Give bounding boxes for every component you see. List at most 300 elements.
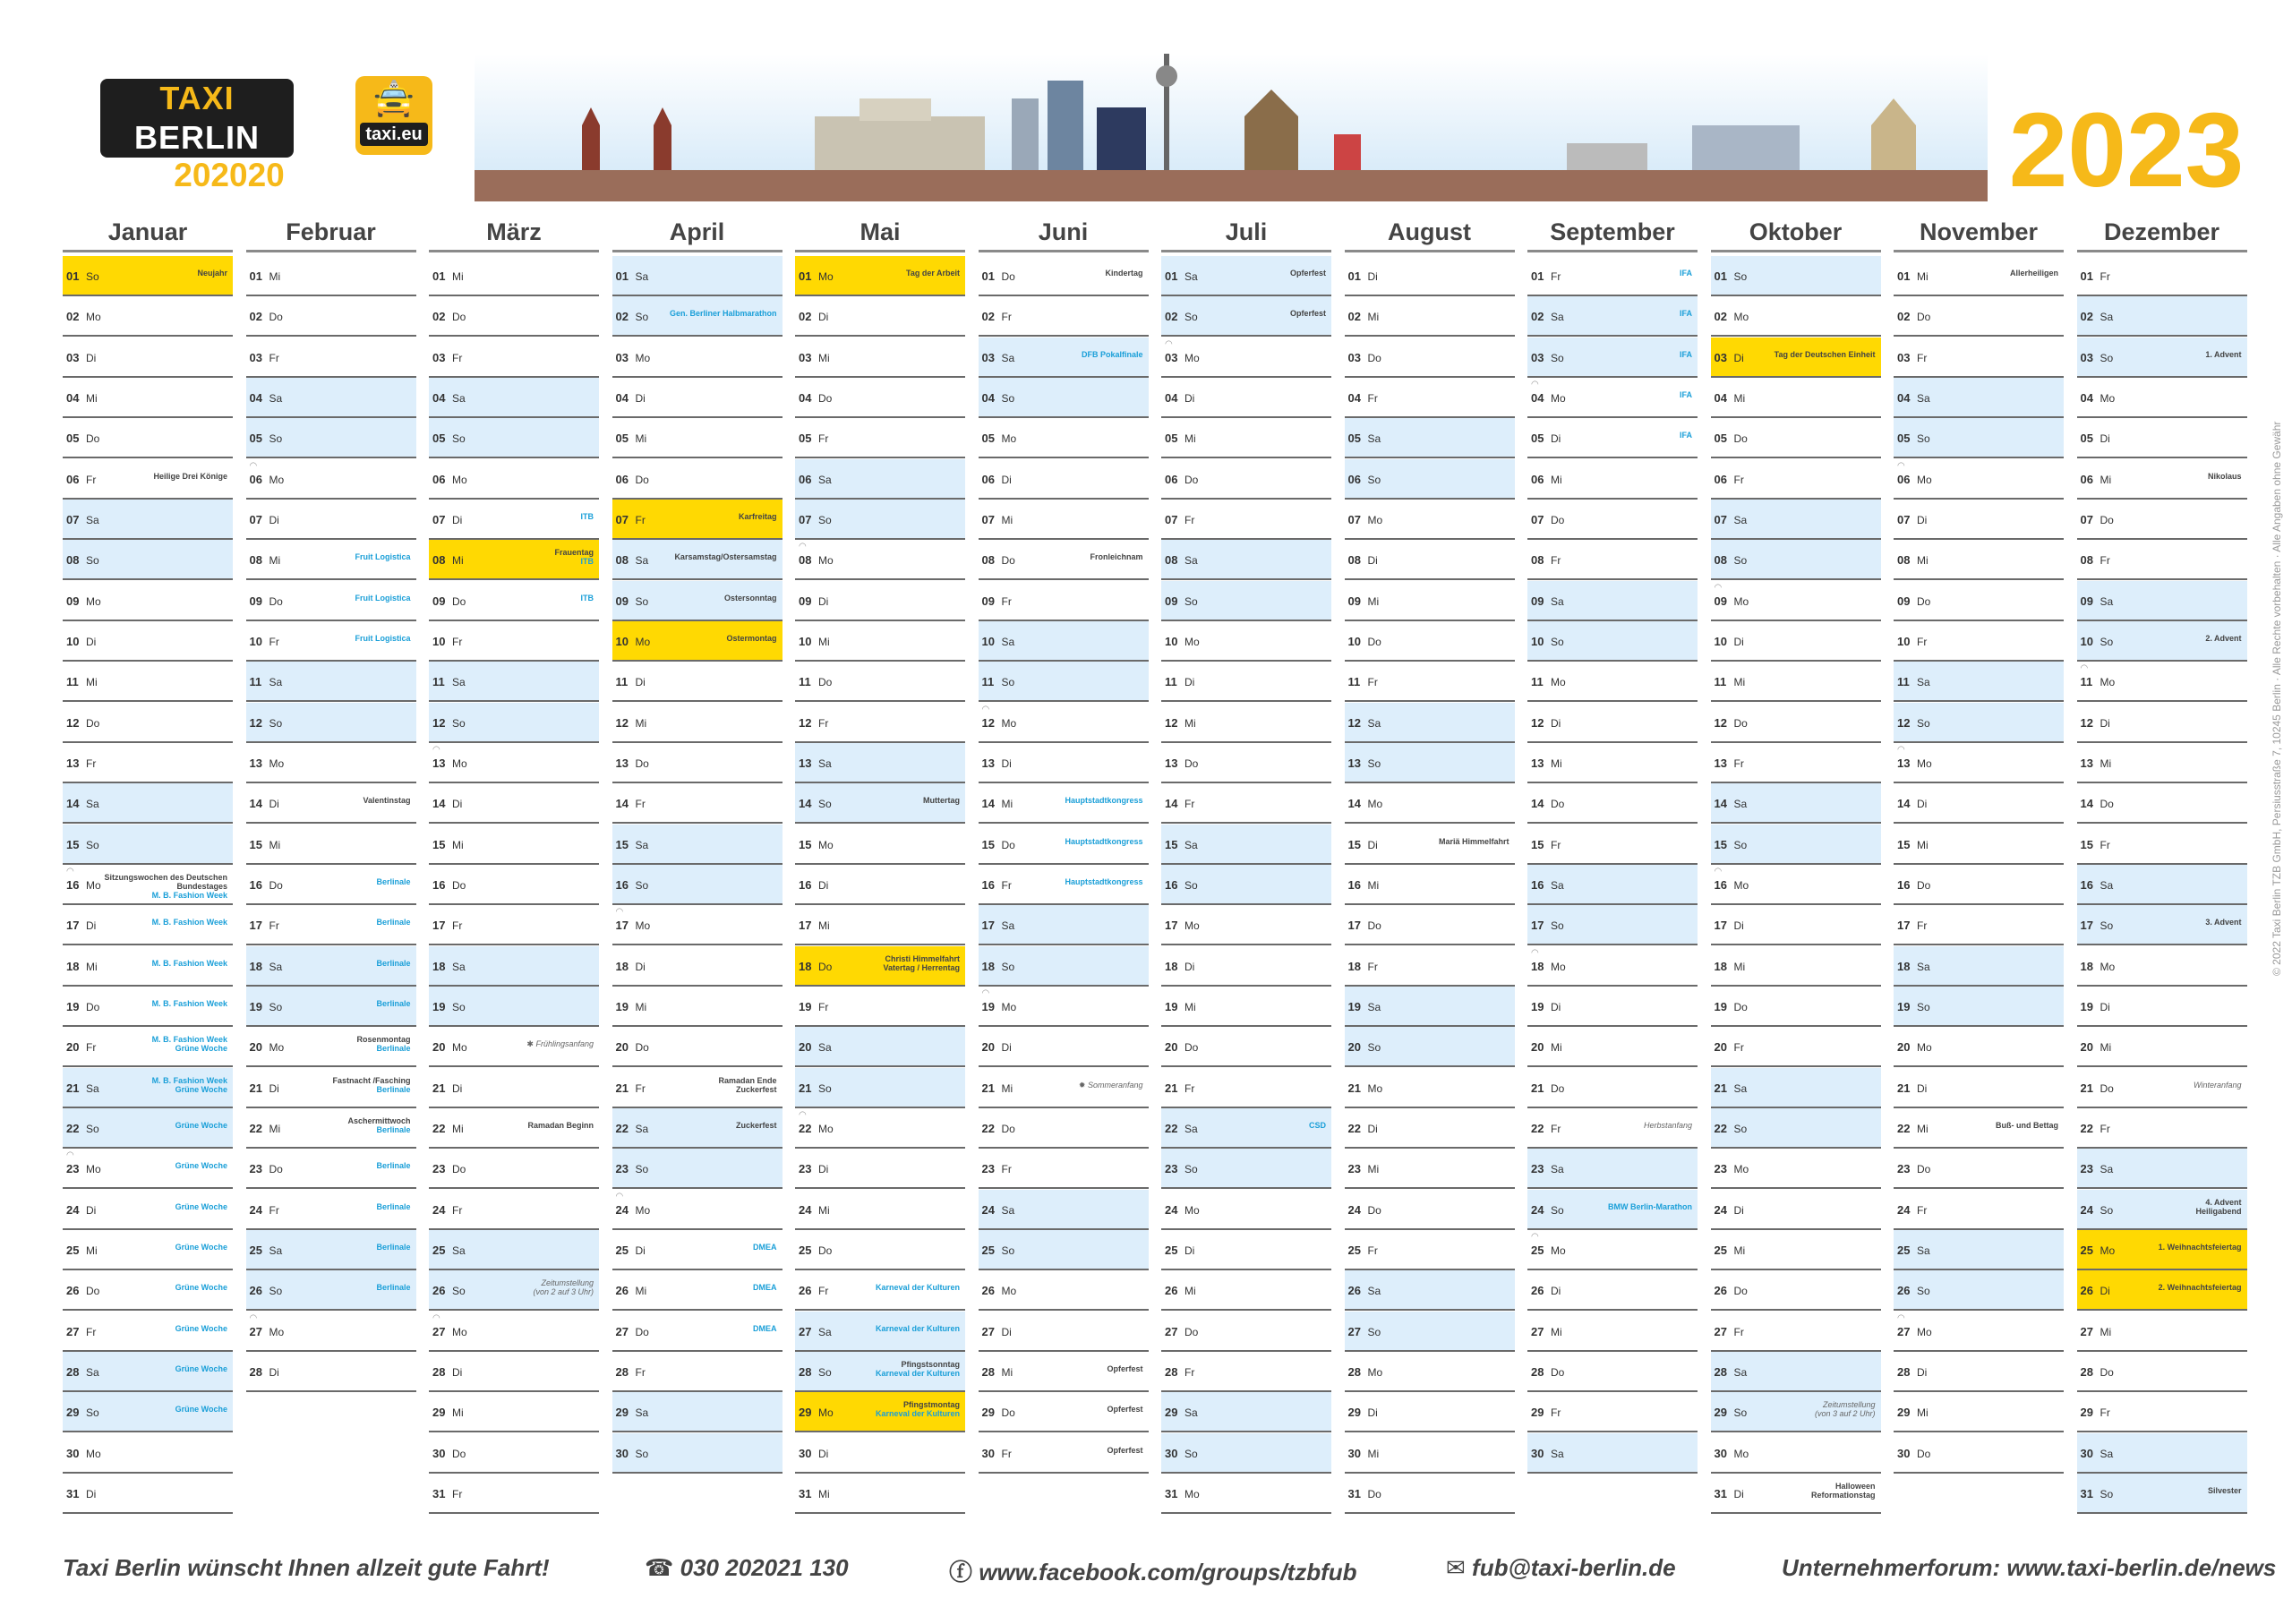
day-cell[interactable] [979, 1149, 1149, 1189]
day-cell[interactable] [795, 500, 965, 540]
day-cell[interactable] [246, 296, 416, 337]
day-cell[interactable] [979, 743, 1149, 783]
day-cell[interactable] [429, 1190, 599, 1230]
day-cell[interactable] [1894, 1392, 2064, 1432]
day-cell[interactable] [1527, 459, 1698, 500]
day-cell[interactable] [1894, 1312, 2064, 1352]
day-cell[interactable] [1161, 338, 1331, 378]
day-cell[interactable] [1345, 1312, 1515, 1352]
day-cell[interactable] [1711, 500, 1881, 540]
day-cell[interactable] [1345, 703, 1515, 743]
day-cell[interactable] [429, 946, 599, 987]
day-cell[interactable] [429, 743, 599, 783]
day-cell[interactable] [979, 946, 1149, 987]
day-cell[interactable] [795, 1190, 965, 1230]
day-cell[interactable] [1527, 865, 1698, 905]
day-cell[interactable] [429, 1108, 599, 1149]
day-cell[interactable] [1894, 1433, 2064, 1474]
day-cell[interactable] [1161, 540, 1331, 580]
day-cell[interactable] [63, 662, 233, 702]
day-cell[interactable] [612, 1108, 783, 1149]
day-cell[interactable] [795, 1352, 965, 1392]
day-cell[interactable] [1711, 946, 1881, 987]
day-cell[interactable] [1894, 256, 2064, 296]
day-cell[interactable] [795, 1270, 965, 1311]
day-cell[interactable] [1161, 1190, 1331, 1230]
day-cell[interactable] [1161, 1312, 1331, 1352]
day-cell[interactable] [1527, 378, 1698, 418]
day-cell[interactable] [979, 1190, 1149, 1230]
day-cell[interactable] [1894, 703, 2064, 743]
day-cell[interactable] [1527, 621, 1698, 662]
day-cell[interactable] [1711, 825, 1881, 865]
day-cell[interactable] [1345, 378, 1515, 418]
day-cell[interactable] [2077, 256, 2247, 296]
day-cell[interactable] [63, 865, 233, 905]
day-cell[interactable] [1894, 743, 2064, 783]
day-cell[interactable] [63, 621, 233, 662]
day-cell[interactable] [795, 1433, 965, 1474]
day-cell[interactable] [1345, 256, 1515, 296]
day-cell[interactable] [246, 1352, 416, 1392]
day-cell[interactable] [429, 1352, 599, 1392]
day-cell[interactable] [795, 1312, 965, 1352]
day-cell[interactable] [246, 783, 416, 824]
day-cell[interactable] [429, 825, 599, 865]
day-cell[interactable] [795, 1068, 965, 1108]
day-cell[interactable] [63, 1190, 233, 1230]
day-cell[interactable] [795, 338, 965, 378]
day-cell[interactable] [1345, 1474, 1515, 1514]
day-cell[interactable] [1161, 703, 1331, 743]
day-cell[interactable] [63, 296, 233, 337]
day-cell[interactable] [795, 581, 965, 621]
day-cell[interactable] [63, 500, 233, 540]
day-cell[interactable] [1345, 1027, 1515, 1067]
day-cell[interactable] [979, 459, 1149, 500]
day-cell[interactable] [2077, 500, 2247, 540]
day-cell[interactable] [1894, 500, 2064, 540]
day-cell[interactable] [612, 865, 783, 905]
day-cell[interactable] [1161, 783, 1331, 824]
day-cell[interactable] [246, 418, 416, 458]
day-cell[interactable] [2077, 1474, 2247, 1514]
day-cell[interactable] [979, 865, 1149, 905]
day-cell[interactable] [612, 946, 783, 987]
day-cell[interactable] [2077, 1270, 2247, 1311]
day-cell[interactable] [1711, 1270, 1881, 1311]
day-cell[interactable] [2077, 1392, 2247, 1432]
day-cell[interactable] [246, 1190, 416, 1230]
day-cell[interactable] [1711, 662, 1881, 702]
day-cell[interactable] [1345, 1392, 1515, 1432]
day-cell[interactable] [429, 338, 599, 378]
day-cell[interactable] [429, 1270, 599, 1311]
day-cell[interactable] [429, 296, 599, 337]
day-cell[interactable] [246, 338, 416, 378]
day-cell[interactable] [246, 1108, 416, 1149]
day-cell[interactable] [1711, 338, 1881, 378]
day-cell[interactable] [795, 540, 965, 580]
day-cell[interactable] [2077, 1027, 2247, 1067]
day-cell[interactable] [1161, 296, 1331, 337]
day-cell[interactable] [1161, 418, 1331, 458]
day-cell[interactable] [429, 1027, 599, 1067]
day-cell[interactable] [1345, 783, 1515, 824]
day-cell[interactable] [1527, 338, 1698, 378]
day-cell[interactable] [63, 946, 233, 987]
day-cell[interactable] [246, 256, 416, 296]
day-cell[interactable] [63, 256, 233, 296]
day-cell[interactable] [1527, 662, 1698, 702]
day-cell[interactable] [795, 987, 965, 1027]
day-cell[interactable] [2077, 1433, 2247, 1474]
taxi-eu-logo[interactable] [355, 76, 432, 155]
day-cell[interactable] [795, 703, 965, 743]
day-cell[interactable] [795, 1149, 965, 1189]
day-cell[interactable] [1894, 540, 2064, 580]
day-cell[interactable] [2077, 296, 2247, 337]
day-cell[interactable] [979, 905, 1149, 945]
day-cell[interactable] [1527, 540, 1698, 580]
day-cell[interactable] [429, 1230, 599, 1270]
day-cell[interactable] [2077, 418, 2247, 458]
day-cell[interactable] [612, 296, 783, 337]
day-cell[interactable] [1345, 1433, 1515, 1474]
day-cell[interactable] [979, 1312, 1149, 1352]
day-cell[interactable] [1345, 1149, 1515, 1189]
day-cell[interactable] [2077, 1230, 2247, 1270]
day-cell[interactable] [612, 418, 783, 458]
day-cell[interactable] [795, 1230, 965, 1270]
day-cell[interactable] [63, 825, 233, 865]
day-cell[interactable] [795, 1027, 965, 1067]
facebook-link[interactable] [949, 1554, 1357, 1587]
day-cell[interactable] [2077, 905, 2247, 945]
day-cell[interactable] [429, 418, 599, 458]
day-cell[interactable] [429, 256, 599, 296]
day-cell[interactable] [1711, 581, 1881, 621]
day-cell[interactable] [246, 378, 416, 418]
day-cell[interactable] [1161, 459, 1331, 500]
day-cell[interactable] [429, 703, 599, 743]
day-cell[interactable] [979, 378, 1149, 418]
day-cell[interactable] [1527, 987, 1698, 1027]
day-cell[interactable] [1345, 418, 1515, 458]
day-cell[interactable] [1894, 338, 2064, 378]
day-cell[interactable] [63, 418, 233, 458]
day-cell[interactable] [2077, 1149, 2247, 1189]
day-cell[interactable] [979, 581, 1149, 621]
day-cell[interactable] [1894, 1190, 2064, 1230]
day-cell[interactable] [979, 1433, 1149, 1474]
day-cell[interactable] [1894, 1108, 2064, 1149]
day-cell[interactable] [2077, 1312, 2247, 1352]
day-cell[interactable] [1894, 946, 2064, 987]
day-cell[interactable] [1527, 783, 1698, 824]
day-cell[interactable] [979, 621, 1149, 662]
day-cell[interactable] [429, 1149, 599, 1189]
day-cell[interactable] [1527, 1027, 1698, 1067]
day-cell[interactable] [1345, 662, 1515, 702]
day-cell[interactable] [979, 825, 1149, 865]
day-cell[interactable] [246, 1149, 416, 1189]
day-cell[interactable] [1345, 865, 1515, 905]
day-cell[interactable] [63, 1352, 233, 1392]
day-cell[interactable] [1711, 987, 1881, 1027]
day-cell[interactable] [612, 581, 783, 621]
day-cell[interactable] [63, 1068, 233, 1108]
day-cell[interactable] [1345, 459, 1515, 500]
day-cell[interactable] [1161, 1108, 1331, 1149]
day-cell[interactable] [1894, 1230, 2064, 1270]
day-cell[interactable] [1345, 296, 1515, 337]
day-cell[interactable] [1711, 540, 1881, 580]
day-cell[interactable] [1711, 1149, 1881, 1189]
day-cell[interactable] [63, 1149, 233, 1189]
day-cell[interactable] [1161, 946, 1331, 987]
day-cell[interactable] [1527, 296, 1698, 337]
day-cell[interactable] [246, 865, 416, 905]
day-cell[interactable] [1894, 459, 2064, 500]
day-cell[interactable] [2077, 865, 2247, 905]
day-cell[interactable] [612, 987, 783, 1027]
day-cell[interactable] [246, 1068, 416, 1108]
day-cell[interactable] [1894, 621, 2064, 662]
day-cell[interactable] [1527, 1392, 1698, 1432]
day-cell[interactable] [63, 1474, 233, 1514]
day-cell[interactable] [795, 783, 965, 824]
day-cell[interactable] [63, 905, 233, 945]
day-cell[interactable] [979, 296, 1149, 337]
day-cell[interactable] [979, 1392, 1149, 1432]
day-cell[interactable] [1894, 783, 2064, 824]
day-cell[interactable] [429, 662, 599, 702]
day-cell[interactable] [1527, 946, 1698, 987]
day-cell[interactable] [429, 500, 599, 540]
day-cell[interactable] [1711, 1352, 1881, 1392]
day-cell[interactable] [795, 256, 965, 296]
day-cell[interactable] [1161, 1068, 1331, 1108]
day-cell[interactable] [246, 540, 416, 580]
day-cell[interactable] [1711, 1108, 1881, 1149]
day-cell[interactable] [979, 1352, 1149, 1392]
day-cell[interactable] [612, 1270, 783, 1311]
day-cell[interactable] [1711, 1027, 1881, 1067]
day-cell[interactable] [2077, 1352, 2247, 1392]
day-cell[interactable] [2077, 946, 2247, 987]
day-cell[interactable] [612, 1433, 783, 1474]
day-cell[interactable] [1161, 905, 1331, 945]
day-cell[interactable] [63, 987, 233, 1027]
day-cell[interactable] [1894, 865, 2064, 905]
day-cell[interactable] [795, 621, 965, 662]
day-cell[interactable] [246, 500, 416, 540]
day-cell[interactable] [2077, 703, 2247, 743]
day-cell[interactable] [429, 540, 599, 580]
day-cell[interactable] [1345, 825, 1515, 865]
day-cell[interactable] [795, 1474, 965, 1514]
day-cell[interactable] [246, 946, 416, 987]
day-cell[interactable] [429, 581, 599, 621]
day-cell[interactable] [612, 1027, 783, 1067]
day-cell[interactable] [1345, 1190, 1515, 1230]
day-cell[interactable] [2077, 1190, 2247, 1230]
day-cell[interactable] [1711, 905, 1881, 945]
day-cell[interactable] [246, 825, 416, 865]
day-cell[interactable] [1345, 581, 1515, 621]
phone[interactable] [645, 1554, 849, 1582]
day-cell[interactable] [2077, 459, 2247, 500]
day-cell[interactable] [63, 540, 233, 580]
day-cell[interactable] [2077, 621, 2247, 662]
day-cell[interactable] [979, 1068, 1149, 1108]
day-cell[interactable] [246, 459, 416, 500]
day-cell[interactable] [63, 338, 233, 378]
day-cell[interactable] [63, 1230, 233, 1270]
day-cell[interactable] [1161, 621, 1331, 662]
day-cell[interactable] [1527, 1108, 1698, 1149]
day-cell[interactable] [1527, 743, 1698, 783]
day-cell[interactable] [1527, 703, 1698, 743]
day-cell[interactable] [1345, 540, 1515, 580]
day-cell[interactable] [1711, 783, 1881, 824]
day-cell[interactable] [246, 621, 416, 662]
day-cell[interactable] [612, 743, 783, 783]
day-cell[interactable] [795, 662, 965, 702]
day-cell[interactable] [2077, 743, 2247, 783]
day-cell[interactable] [795, 1108, 965, 1149]
day-cell[interactable] [795, 743, 965, 783]
day-cell[interactable] [1345, 946, 1515, 987]
day-cell[interactable] [612, 1068, 783, 1108]
day-cell[interactable] [1345, 621, 1515, 662]
day-cell[interactable] [63, 703, 233, 743]
day-cell[interactable] [2077, 1068, 2247, 1108]
day-cell[interactable] [429, 378, 599, 418]
day-cell[interactable] [1527, 905, 1698, 945]
day-cell[interactable] [1527, 581, 1698, 621]
day-cell[interactable] [1711, 1474, 1881, 1514]
day-cell[interactable] [1527, 1433, 1698, 1474]
day-cell[interactable] [1161, 256, 1331, 296]
day-cell[interactable] [1345, 1068, 1515, 1108]
day-cell[interactable] [2077, 338, 2247, 378]
taxi-berlin-logo[interactable] [100, 79, 294, 193]
day-cell[interactable] [1711, 703, 1881, 743]
day-cell[interactable] [429, 783, 599, 824]
day-cell[interactable] [429, 1312, 599, 1352]
day-cell[interactable] [1894, 581, 2064, 621]
day-cell[interactable] [2077, 540, 2247, 580]
day-cell[interactable] [612, 1190, 783, 1230]
day-cell[interactable] [612, 1392, 783, 1432]
day-cell[interactable] [2077, 1108, 2247, 1149]
day-cell[interactable] [1711, 418, 1881, 458]
day-cell[interactable] [795, 459, 965, 500]
day-cell[interactable] [1161, 1230, 1331, 1270]
day-cell[interactable] [1894, 905, 2064, 945]
day-cell[interactable] [1345, 1230, 1515, 1270]
day-cell[interactable] [63, 581, 233, 621]
day-cell[interactable] [1527, 1352, 1698, 1392]
email-link[interactable] [1446, 1554, 1676, 1582]
day-cell[interactable] [1527, 1230, 1698, 1270]
day-cell[interactable] [246, 1230, 416, 1270]
day-cell[interactable] [1345, 987, 1515, 1027]
day-cell[interactable] [612, 905, 783, 945]
day-cell[interactable] [63, 743, 233, 783]
day-cell[interactable] [246, 662, 416, 702]
day-cell[interactable] [795, 418, 965, 458]
day-cell[interactable] [63, 1108, 233, 1149]
day-cell[interactable] [2077, 783, 2247, 824]
day-cell[interactable] [63, 459, 233, 500]
day-cell[interactable] [1711, 1392, 1881, 1432]
day-cell[interactable] [429, 1392, 599, 1432]
day-cell[interactable] [1345, 905, 1515, 945]
day-cell[interactable] [1894, 378, 2064, 418]
day-cell[interactable] [612, 540, 783, 580]
day-cell[interactable] [429, 1068, 599, 1108]
day-cell[interactable] [1894, 418, 2064, 458]
day-cell[interactable] [1894, 1270, 2064, 1311]
day-cell[interactable] [1527, 256, 1698, 296]
day-cell[interactable] [1527, 1190, 1698, 1230]
day-cell[interactable] [429, 459, 599, 500]
day-cell[interactable] [612, 662, 783, 702]
day-cell[interactable] [612, 1149, 783, 1189]
day-cell[interactable] [1894, 1068, 2064, 1108]
day-cell[interactable] [1161, 581, 1331, 621]
day-cell[interactable] [795, 905, 965, 945]
day-cell[interactable] [1894, 987, 2064, 1027]
day-cell[interactable] [1711, 1433, 1881, 1474]
day-cell[interactable] [63, 1270, 233, 1311]
day-cell[interactable] [979, 1027, 1149, 1067]
day-cell[interactable] [1894, 1352, 2064, 1392]
day-cell[interactable] [63, 1433, 233, 1474]
day-cell[interactable] [979, 540, 1149, 580]
day-cell[interactable] [979, 987, 1149, 1027]
day-cell[interactable] [1894, 296, 2064, 337]
day-cell[interactable] [1161, 987, 1331, 1027]
day-cell[interactable] [63, 1027, 233, 1067]
day-cell[interactable] [429, 905, 599, 945]
day-cell[interactable] [795, 865, 965, 905]
day-cell[interactable] [795, 825, 965, 865]
day-cell[interactable] [612, 256, 783, 296]
day-cell[interactable] [2077, 825, 2247, 865]
day-cell[interactable] [1711, 621, 1881, 662]
day-cell[interactable] [1345, 500, 1515, 540]
day-cell[interactable] [1894, 825, 2064, 865]
forum-link[interactable]: Unternehmerforum: www.taxi-berlin.de/news [1782, 1554, 2277, 1581]
day-cell[interactable] [795, 378, 965, 418]
day-cell[interactable] [1711, 378, 1881, 418]
day-cell[interactable] [979, 418, 1149, 458]
day-cell[interactable] [2077, 987, 2247, 1027]
day-cell[interactable] [1161, 1149, 1331, 1189]
day-cell[interactable] [246, 743, 416, 783]
day-cell[interactable] [246, 581, 416, 621]
day-cell[interactable] [1161, 662, 1331, 702]
day-cell[interactable] [1161, 378, 1331, 418]
day-cell[interactable] [1527, 1068, 1698, 1108]
day-cell[interactable] [2077, 581, 2247, 621]
day-cell[interactable] [1711, 865, 1881, 905]
day-cell[interactable] [612, 1312, 783, 1352]
